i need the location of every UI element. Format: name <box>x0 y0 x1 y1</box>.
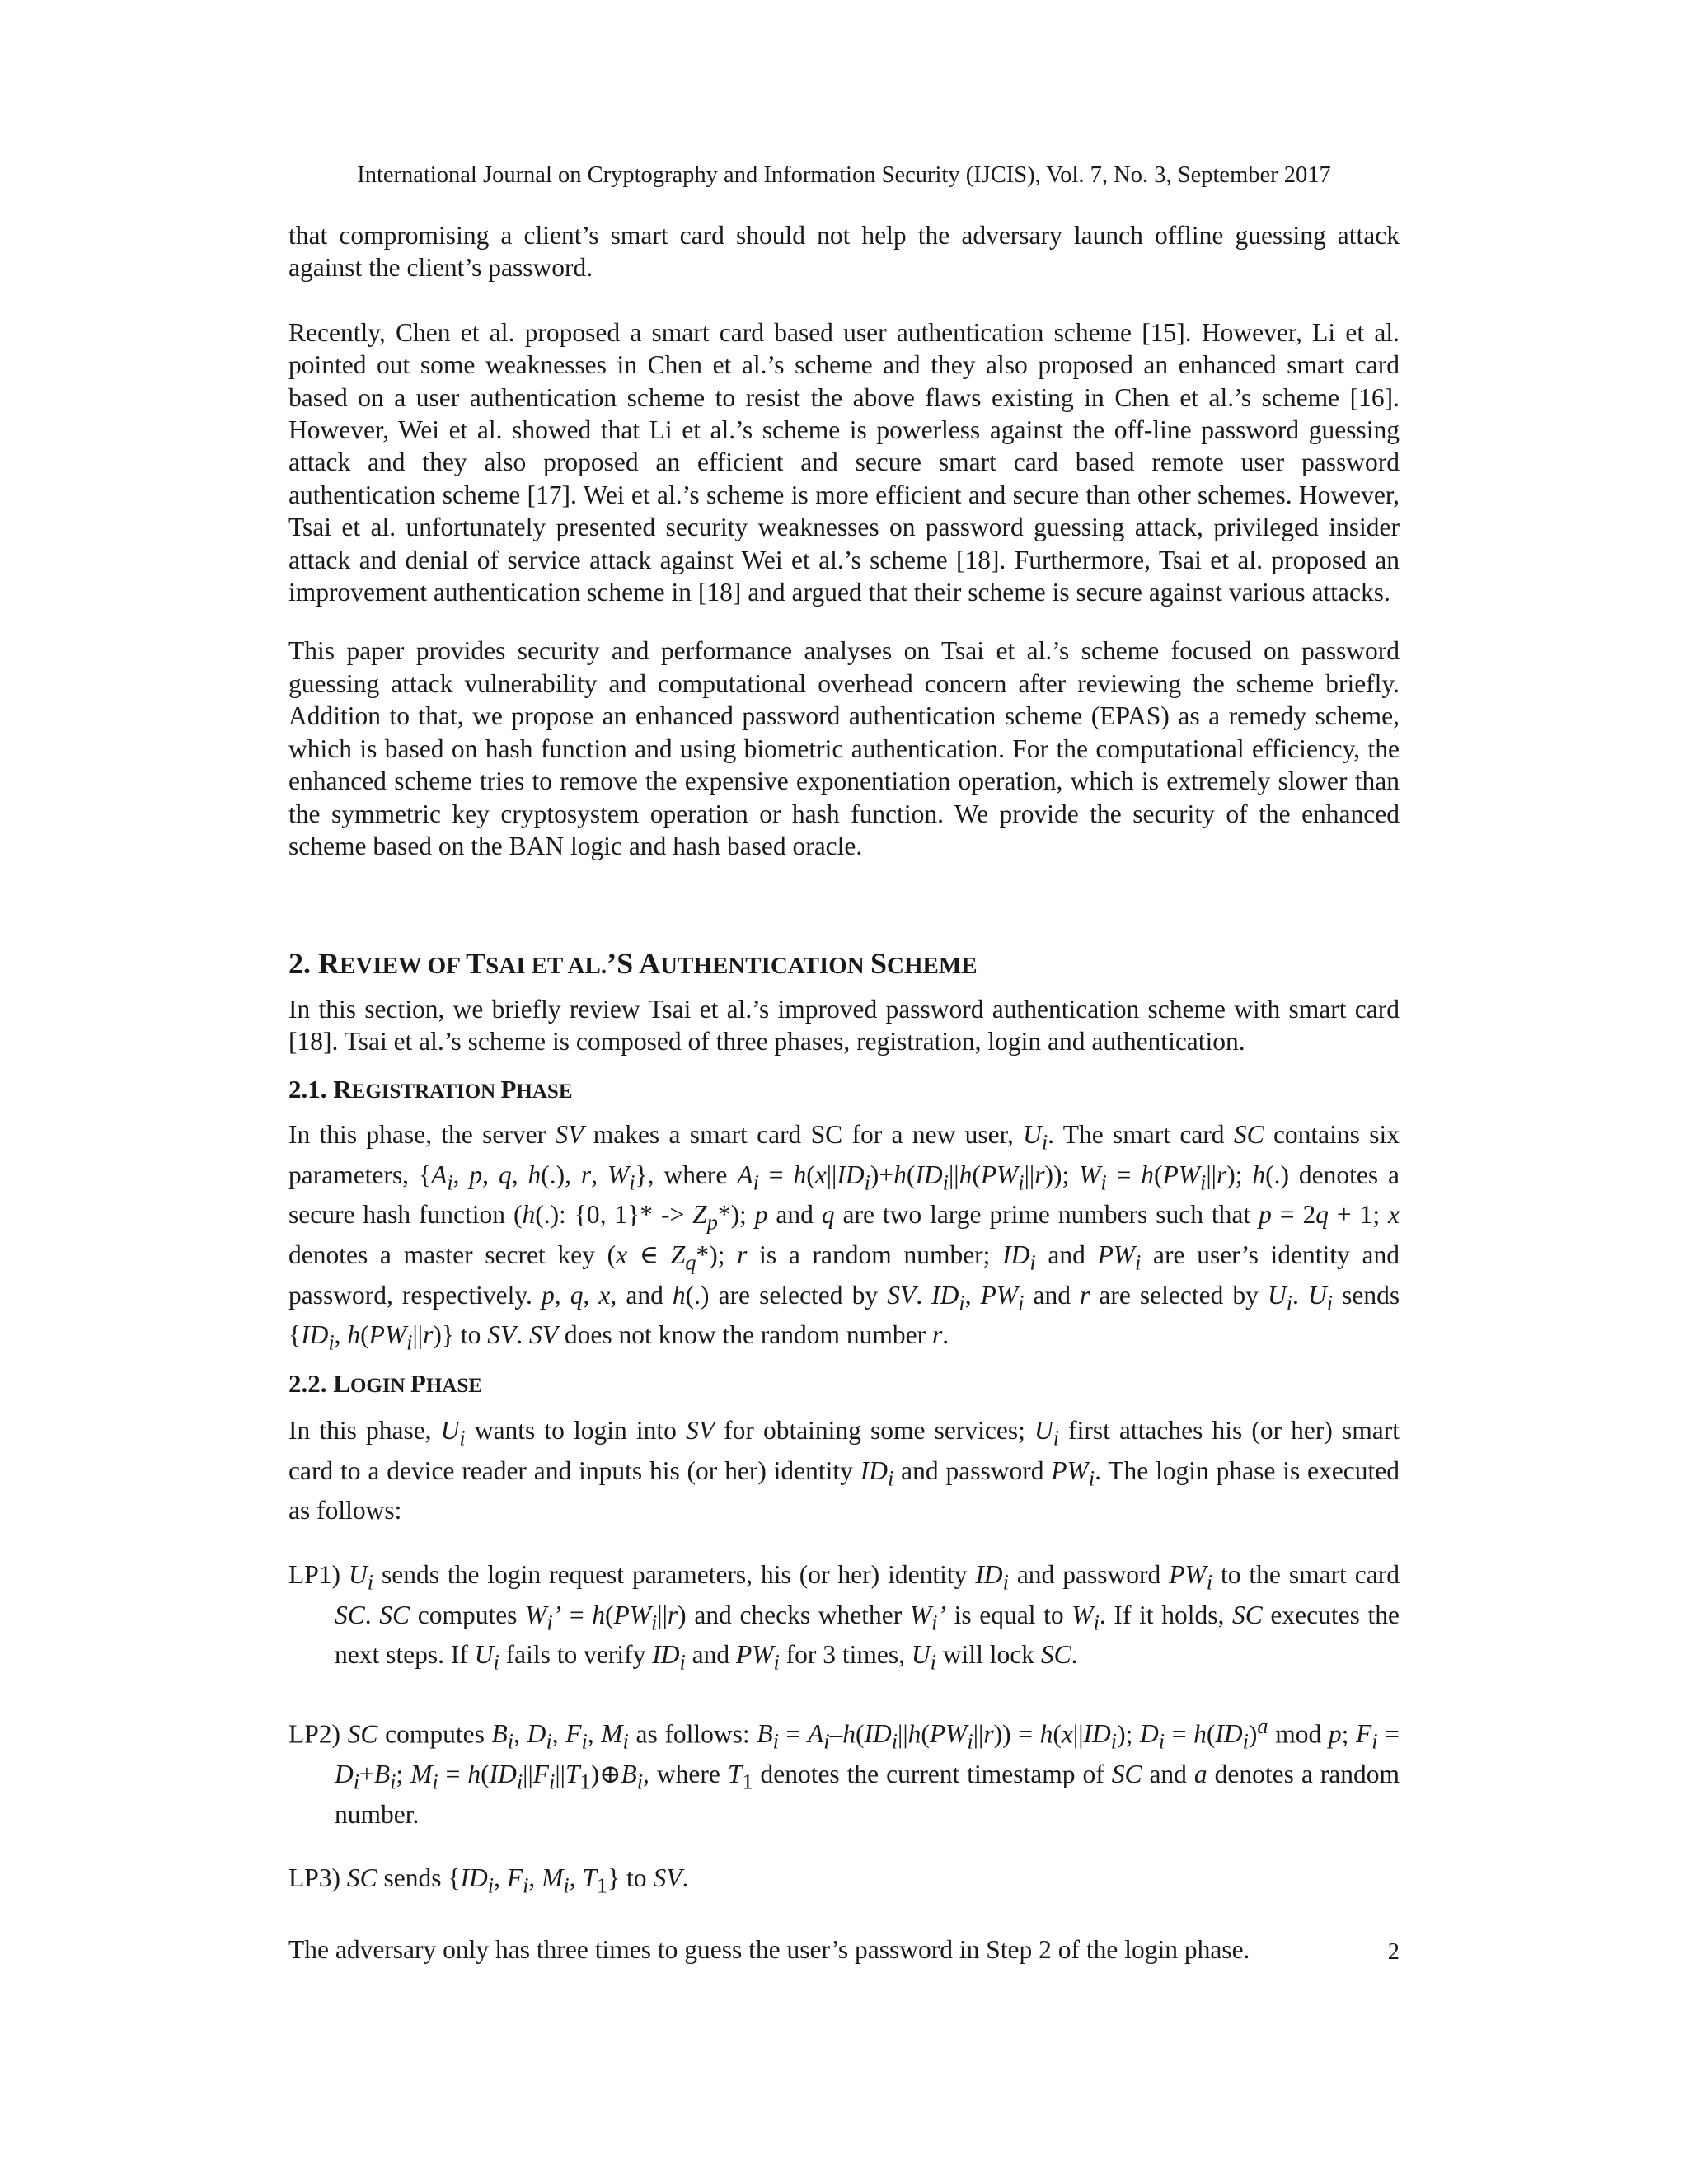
page-number: 2 <box>1387 1939 1400 1965</box>
login-step-lp3: LP3) SC sends {$ID_i$, $F_i$, $M_i$, $T_1$} to SV. <box>288 1863 689 1898</box>
running-header: International Journal on Cryptography and Information Security (IJCIS), Vol. 7, No. 3, September 2017 <box>357 162 1331 188</box>
closing-paragraph: The adversary only has three times to guess the user’s password in Step 2 of the login phase. <box>288 1934 1250 1964</box>
login-step-lp1: LP1) $U_i$ sends the login request parameters, his (or her) identity $ID_i$ and password $PW_i$ to the smart card SC. SC computes $W_i$’ = $h(PW_i||r)$ and checks whether $W_i$’ is equal to $W_i$. If it holds, SC executes the next steps. If $U_i$ fails to verify $ID_i$ and $PW_i$ for 3 times, $U_i$ will lock SC. <box>288 1559 1400 1675</box>
login-paragraph: In this phase, $U_i$ wants to login into SV for obtaining some services; $U_i$ first attaches his (or her) smart card to a device reader and inputs his (or her) identity $ID_i$ and password $PW_i$. The login phase is executed as follows: <box>288 1416 1400 1526</box>
paragraph-contribution: This paper provides security and performance analyses on Tsai et al.’s scheme focused on password guessing attack vulnerability and computational overhead concern after reviewing the scheme briefly. Addition to that, we propose an enhanced password authentication scheme (EPAS) as a remedy scheme, which is based on hash function and using biometric authentication. For the computational efficiency, the enhanced scheme tries to remove the expensive exponentiation operation, which is extremely slower than the symmetric key cryptosystem operation or hash function. We provide the security of the enhanced scheme based on the BAN logic and hash based oracle. <box>288 636 1400 860</box>
section-2 <box>288 944 1400 1966</box>
subsection-heading-login: 2.2. LOGIN PHASE <box>288 1369 482 1399</box>
section-intro-paragraph: In this section, we briefly review Tsai et al.’s improved password authentication scheme with smart card [18]. Tsai et al.’s scheme is composed of three phases, registration, login and authentication. <box>288 995 1400 1057</box>
registration-paragraph: In this phase, the server SV makes a smart card SC for a new user, $U_i$. The smart card SC contains six parameters, {$A_i$, p, q, h(.), r, $W_i$}, where $A_i = h(x||ID_i)+h(ID_i||h(PW_i||r))$; $W_i = h(PW_i||r)$; h(.) denotes a secure hash function (h(.): {0, $1\}* -> Z_p*$); p and q are two large prime numbers such that p = 2q + 1; x denotes a master secret key (x ∈ $Z_q*$); r is a random number; $ID_i$ and $PW_i$ are user’s identity and password, respectively. p, q, x, and h(.) are selected by SV. $ID_i$, $PW_i$ and r are selected by $U_i$. $U_i$ sends {$ID_i$, $h(PW_i||r)$} to SV. SV does not know the random number r. <box>288 1119 1400 1355</box>
subsection-heading-registration: 2.1. REGISTRATION PHASE <box>288 1074 573 1104</box>
intro-section <box>288 219 1400 862</box>
section-heading: 2. REVIEW OF TSAI ET AL.’S AUTHENTICATION SCHEME <box>288 947 978 980</box>
paragraph-related-work: Recently, Chen et al. proposed a smart card based user authentication scheme [15]. However, Li et al. pointed out some weaknesses in Chen et al.’s scheme and they also proposed an enhanced smart card based on a user authentication scheme to resist the above flaws existing in Chen et al.’s scheme [16]. However, Wei et al. showed that Li et al.’s scheme is powerless against the off-line password guessing attack and they also proposed an efficient and secure smart card based remote user password authentication scheme [17]. Wei et al.’s scheme is more efficient and secure than other schemes. However, Tsai et al. unfortunately presented security weaknesses on password guessing attack, privileged insider attack and denial of service attack against Wei et al.’s scheme [18]. Furthermore, Tsai et al. proposed an improvement authentication scheme in [18] and argued that their scheme is secure against various attacks. <box>288 317 1400 607</box>
login-step-lp2: LP2) SC computes $B_i$, $D_i$, $F_i$, $M_i$ as follows: $B_i = A_i-h(ID_i||h(PW_i||r)) = h(x||ID_i)$; $D_i = h(ID_i)^a$ mod p; $F_i = D_i+B_i$; $M_i$ = $h(ID_i||F_i||T_1)\oplus B_i$, where $T_1$ denotes the current timestamp of SC and a denotes a random number. <box>288 1713 1400 1829</box>
paragraph-continued: that compromising a client’s smart card should not help the adversary launch offline guessing attack against the client’s password. <box>288 221 1400 283</box>
